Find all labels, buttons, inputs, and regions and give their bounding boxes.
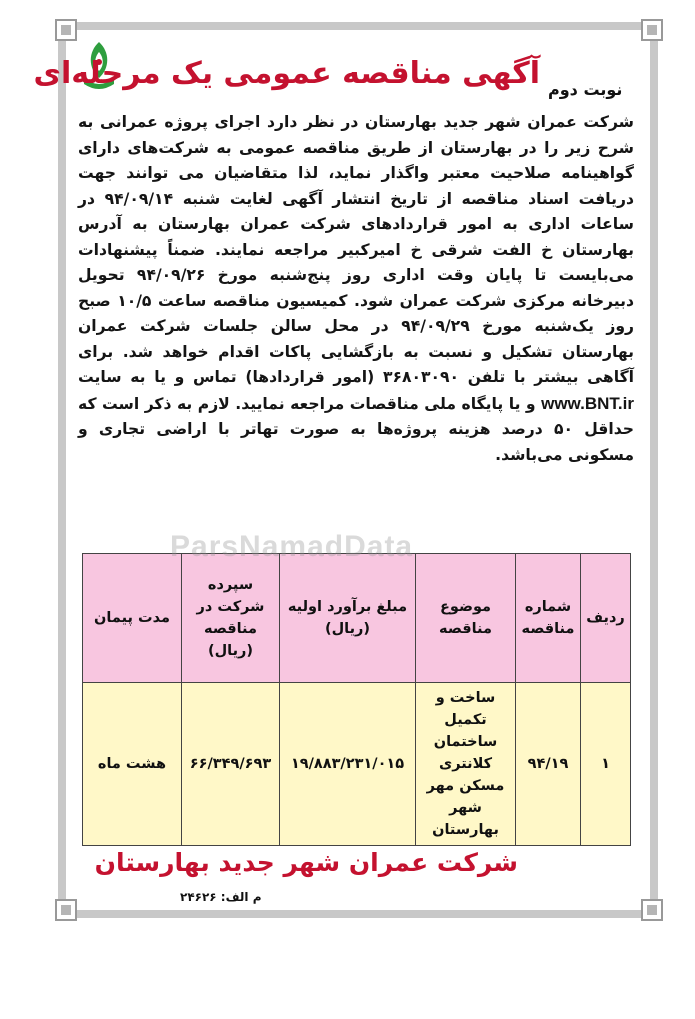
cell-deposit: ۶۶/۳۴۹/۶۹۳ (182, 683, 280, 846)
header-tender-number: شماره مناقصه (516, 554, 581, 683)
header-estimate: مبلغ برآورد اولیه (ریال) (280, 554, 416, 683)
corner-ornament-icon (638, 896, 666, 924)
corner-ornament-icon (52, 16, 80, 44)
website-link[interactable]: www.BNT.ir (541, 393, 634, 413)
header-subject: موضوع مناقصه (416, 554, 516, 683)
corner-ornament-icon (52, 896, 80, 924)
cell-estimate: ۱۹/۸۸۳/۲۳۱/۰۱۵ (280, 683, 416, 846)
body-paragraph-3: و یا پایگاه ملی مناقصات مراجعه نمایید. لازم به ذکر است که حداقل ۵۰ درصد هزینه پروژه‌ها به صورت تهاتر با اراضی تجاری و مسکونی می‌باشد. (78, 394, 634, 464)
cell-subject: ساخت و تکمیل ساختمان کلانتری مسکن مهر شهر بهارستان (416, 683, 516, 846)
notice-title: آگهی مناقصه عمومی یک مرحله‌ای (33, 56, 540, 91)
corner-ornament-icon (638, 16, 666, 44)
cell-duration: هشت ماه (83, 683, 182, 846)
header-deposit: سپرده شرکت در مناقصه (ریال) (182, 554, 280, 683)
reference-number: م الف: ۲۴۶۲۶ (180, 890, 262, 904)
header-duration: مدت پیمان (83, 554, 182, 683)
watermark-text: ParsNamadData (170, 530, 414, 563)
company-signature: شرکت عمران شهر جدید بهارستان (94, 848, 518, 877)
round-label: نوبت دوم (548, 80, 623, 99)
table-row (83, 683, 631, 846)
cell-row-number: ۱ (581, 683, 631, 846)
tender-table (82, 553, 631, 846)
notice-body (78, 110, 634, 468)
body-paragraph-1: شرکت عمران شهر جدید بهارستان در نظر دارد اجرای پروژه عمرانی به شرح زیر را در بهارستان از طریق مناقصه عمومی به شرکت‌های دارای گواهینامه صلاحیت معتبر واگذار نماید، لذا متقاضیان می توانند جهت دریافت اسناد مناقصه از تاریخ انتشار آگهی لغایت شنبه ۹۴/۰۹/۱۴ در ساعات اداری به امور قراردادهای شرکت عمران بهارستان به آدرس بهارستان خ الفت شرقی خ امیرکبیر مراجعه نمایند. (78, 113, 634, 259)
body-paragraph-2: ضمناً پیشنهادات می‌بایست تا پایان وقت اداری روز پنج‌شنبه مورخ ۹۴/۰۹/۲۶ تحویل دبیرخانه مرکزی شرکت عمران شود. کمیسیون مناقصه ساعت ۱۰/۵ صبح روز یک‌شنبه مورخ ۹۴/۰۹/۲۹ در محل سالن جلسات شرکت عمران بهارستان تشکیل و نسبت به بازگشایی پاکات اقدام خواهد شد. برای آگاهی بیشتر با تلفن ۳۶۸۰۳۰۹۰ (امور قراردادها) تماس و یا به سایت (78, 240, 634, 386)
table-header-row (83, 554, 631, 683)
cell-tender-number: ۹۴/۱۹ (516, 683, 581, 846)
header-row-number: ردیف (581, 554, 631, 683)
